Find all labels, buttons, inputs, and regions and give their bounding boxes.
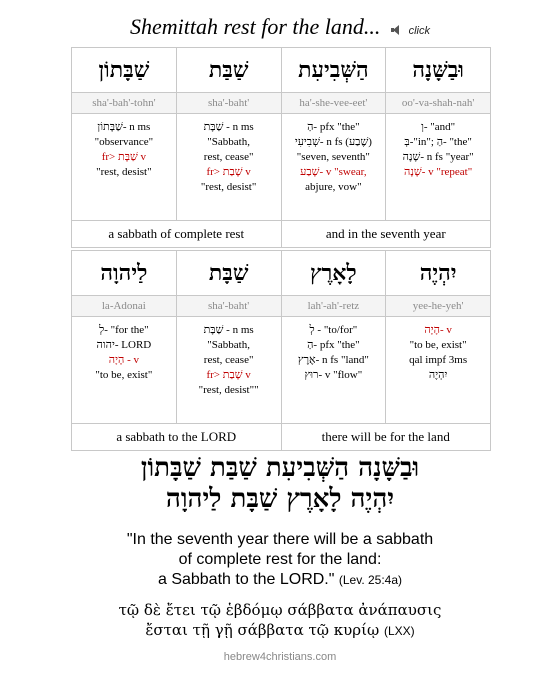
transliteration: sha'-baht' bbox=[176, 296, 281, 317]
gloss-line: שַׁבָּת - n ms bbox=[203, 324, 254, 336]
gloss-line: לְ- "for the" bbox=[99, 324, 149, 336]
transliteration: sha'-baht' bbox=[176, 93, 281, 114]
greek-line: ἔσται τῇ γῇ σάββατα τῷ κυρίῳ bbox=[145, 621, 380, 639]
site-credit: hebrew4christians.com bbox=[223, 651, 337, 663]
greek-line-last bbox=[0, 620, 560, 641]
word-gloss bbox=[386, 317, 491, 424]
transliteration: yee-he-yeh' bbox=[386, 296, 491, 317]
gloss-line: "to be, exist" bbox=[95, 369, 153, 381]
gloss-line: "seven, seventh" bbox=[296, 151, 370, 163]
hebrew-word: יִהְיֶה bbox=[386, 251, 491, 296]
gloss-line: "observance" bbox=[94, 136, 154, 148]
hebrew-word: וּבַשָּׁנָה bbox=[386, 48, 491, 93]
gloss-line: הָיָה - v bbox=[108, 354, 139, 366]
gloss-line: "rest, desist" bbox=[200, 181, 257, 193]
gloss-line: יִהְיֶה bbox=[428, 369, 448, 381]
gloss-line: rest, cease" bbox=[203, 354, 254, 366]
gloss-line: שְׁבִיעִי- n fs (שֶׁבַע) bbox=[294, 136, 372, 148]
gloss-line: וְ- "and" bbox=[421, 121, 456, 133]
phrase-translation: there will be for the land bbox=[281, 424, 491, 451]
greek-line: τῷ δὲ ἔτει τῷ ἑβδόμῳ σάββατα ἀνάπαυσις bbox=[118, 601, 442, 619]
page-title: Shemittah rest for the land... bbox=[130, 14, 381, 39]
word-gloss bbox=[72, 317, 177, 424]
quote-line: of complete rest for the land: bbox=[178, 551, 382, 568]
english-quote bbox=[0, 530, 560, 590]
quote-line: "In the seventh year there will be a sabbath bbox=[126, 531, 434, 548]
gloss-line: fr> שַׁבָּת v bbox=[101, 151, 147, 163]
gloss-line: qal impf 3ms bbox=[409, 354, 468, 366]
gloss-line: הַ- pfx "the" bbox=[307, 339, 360, 351]
hebrew-word: לָאָרֶץ bbox=[281, 251, 386, 296]
hebrew-word: לַיהוָה bbox=[72, 251, 177, 296]
word-gloss bbox=[386, 114, 491, 221]
phrase-translation: a sabbath to the LORD bbox=[72, 424, 282, 451]
gloss-line: שַׁבָּתוֹן- n ms bbox=[97, 121, 151, 133]
gloss-line: abjure, vow" bbox=[305, 181, 362, 193]
hebrew-verse-line: וּבַשָּׁנָה הַשְּׁבִיעִת שַׁבַּת שַׁבָּתוֹן bbox=[140, 453, 420, 483]
gloss-line: שָׁנָה- v "repeat" bbox=[404, 166, 473, 178]
gloss-line: הַ- pfx "the" bbox=[307, 121, 360, 133]
transliteration: la-Adonai bbox=[72, 296, 177, 317]
gloss-line: "Sabbath, bbox=[207, 136, 250, 148]
gloss-line: בְּ-"in"; הַ- "the" bbox=[404, 136, 472, 148]
gloss-line: יהוה- LORD bbox=[96, 339, 152, 351]
gloss-line: fr> שָׁבַת v bbox=[206, 369, 251, 381]
word-gloss bbox=[176, 114, 281, 221]
gloss-line: שָׁנָה- n fs "year" bbox=[402, 151, 474, 163]
quote-line-last bbox=[0, 570, 560, 590]
gloss-line: אֶרֶץ- n fs "land" bbox=[297, 354, 369, 366]
gloss-line: "to be, exist" bbox=[409, 339, 467, 351]
hebrew-word: שַׁבָּת bbox=[176, 251, 281, 296]
transliteration: oo'-va-shah-nah' bbox=[386, 93, 491, 114]
verse-reference: (Lev. 25:4a) bbox=[338, 573, 403, 587]
speaker-icon[interactable] bbox=[391, 25, 400, 35]
hebrew-verse-line: יִהְיֶה לָאָרֶץ שַׁבָּת לַיהוָה bbox=[165, 484, 395, 514]
gloss-line: "rest, desist" bbox=[96, 166, 152, 178]
gloss-line: לְ - "to/for" bbox=[309, 324, 358, 336]
word-table-1 bbox=[71, 47, 491, 248]
hebrew-word: הַשְּׁבִיעִת bbox=[281, 48, 386, 93]
gloss-line: שַׁבָּת - n ms bbox=[203, 121, 254, 133]
transliteration: ha'-she-vee-eet' bbox=[281, 93, 386, 114]
gloss-line: "Sabbath, bbox=[207, 339, 250, 351]
hebrew-word: שַׁבָּתוֹן bbox=[72, 48, 177, 93]
word-gloss bbox=[281, 317, 386, 424]
word-gloss bbox=[72, 114, 177, 221]
phrase-translation: a sabbath of complete rest bbox=[72, 221, 282, 248]
phrase-translation: and in the seventh year bbox=[281, 221, 491, 248]
word-gloss bbox=[176, 317, 281, 424]
word-table-2 bbox=[71, 250, 491, 451]
quote-line: a Sabbath to the LORD." bbox=[157, 571, 335, 588]
title-bar bbox=[0, 14, 560, 40]
lxx-reference: (LXX) bbox=[384, 624, 415, 638]
audio-click-link[interactable]: click bbox=[408, 25, 430, 37]
gloss-line: "rest, desist"" bbox=[198, 384, 259, 396]
hebrew-word: שַׁבַּת bbox=[176, 48, 281, 93]
gloss-line: rest, cease" bbox=[203, 151, 254, 163]
transliteration: lah'-ah'-retz bbox=[281, 296, 386, 317]
gloss-line: הָיָה- v bbox=[424, 324, 452, 336]
word-gloss bbox=[281, 114, 386, 221]
gloss-line: fr> שָׁבַת v bbox=[206, 166, 251, 178]
gloss-line: שָׁבַע- v "swear, bbox=[300, 166, 367, 178]
gloss-line: רוּץ- v "flow" bbox=[304, 369, 363, 381]
transliteration: sha'-bah'-tohn' bbox=[72, 93, 177, 114]
